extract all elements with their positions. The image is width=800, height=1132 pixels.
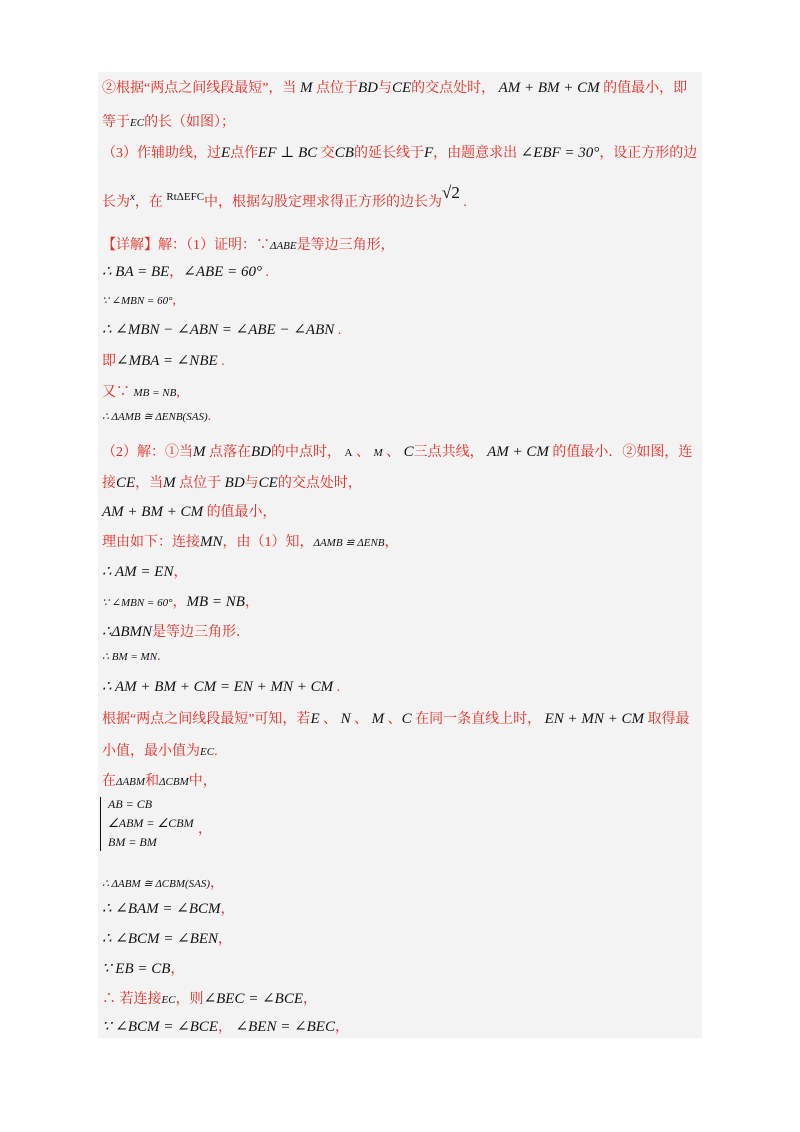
text-line: AM + BM + CM 的值最小， (102, 504, 277, 520)
text-line: ∴ΔBMN是等边三角形． (102, 624, 251, 640)
text-line: ∴ ∠BCM = ∠BEN， (102, 931, 233, 947)
answer-panel (98, 72, 702, 1038)
system-row: AB = CB (108, 797, 153, 811)
text-line: 即∠MBA = ∠NBE . (102, 353, 225, 369)
text-line: ∵ ∠BCM = ∠BCE， ∠BEN = ∠BEC， (102, 1019, 349, 1035)
text-line: 等于EC的长（如图）； (102, 115, 236, 130)
text-line: ∴ AM + BM + CM = EN + MN + CM . (102, 679, 341, 695)
text-line: ∴ BA = BE，∠ABE = 60° . (102, 264, 269, 280)
text-line: ∴ ∠MBN − ∠ABN = ∠ABE − ∠ABN . (102, 322, 342, 338)
text-line: ∴ ΔAMB ≅ ΔENB(SAS). (102, 409, 212, 424)
text-line: ∴ BM = MN. (102, 649, 161, 664)
text-line: 根据“两点之间线段最短”可知，若E 、 N 、 M 、C 在同一条直线上时， EN + MN + CM 取得最 (102, 711, 690, 727)
system-row: ∠ABM = ∠CBM (108, 816, 194, 830)
text-line: 理由如下：连接MN，由（1）知，ΔAMB ≌ ΔENB， (102, 534, 399, 550)
text-line: 长为$^x$，在 $^{Rt\Delta EFC}$中，根据勾股定理求得正方形的边长为√2 . (102, 183, 467, 210)
text-line: 小值，最小值为EC. (102, 744, 218, 759)
text-line: 又∵ MB = NB, (102, 385, 180, 400)
text-line: （2）解：①当M 点落在BD的中点时， A 、 M 、 C三点共线， AM + CM 的值最小．②如图，连 (102, 444, 693, 460)
text-line: ②根据“两点之间线段最短”，当 M 点位于BD与CE的交点处时， AM + BM + CM 的值最小，即 (102, 80, 688, 96)
text-line: ∵ EB = CB， (102, 961, 185, 977)
text-line: ∴ ∠BAM = ∠BCM， (102, 901, 235, 917)
system-tail: ， (198, 822, 212, 837)
text-line: ∴ ΔABM ≅ ΔCBM(SAS)， (102, 876, 225, 891)
brace-icon (100, 797, 107, 851)
text-line: ∵ ∠MBN = 60°, (102, 293, 177, 308)
text-line: 接CE，当M 点位于 BD与CE的交点处时， (102, 475, 362, 491)
text-line: （3）作辅助线，过E点作EF ⊥ BC 交CB的延长线于F，由题意求出 ∠EBF = 30°，设正方形的边 (102, 145, 698, 161)
text-line: ∵ ∠MBN = 60°，MB = NB， (102, 594, 259, 610)
text-line: 在ΔABM和ΔCBM中， (102, 774, 217, 789)
text-line: ∴ 若连接EC，则∠BEC = ∠BCE， (102, 991, 317, 1007)
system-row: BM = BM (108, 835, 157, 849)
text-line: ∴ AM = EN， (102, 564, 188, 580)
text-line: 【详解】解：（1）证明：∵ΔABE是等边三角形， (102, 238, 395, 253)
